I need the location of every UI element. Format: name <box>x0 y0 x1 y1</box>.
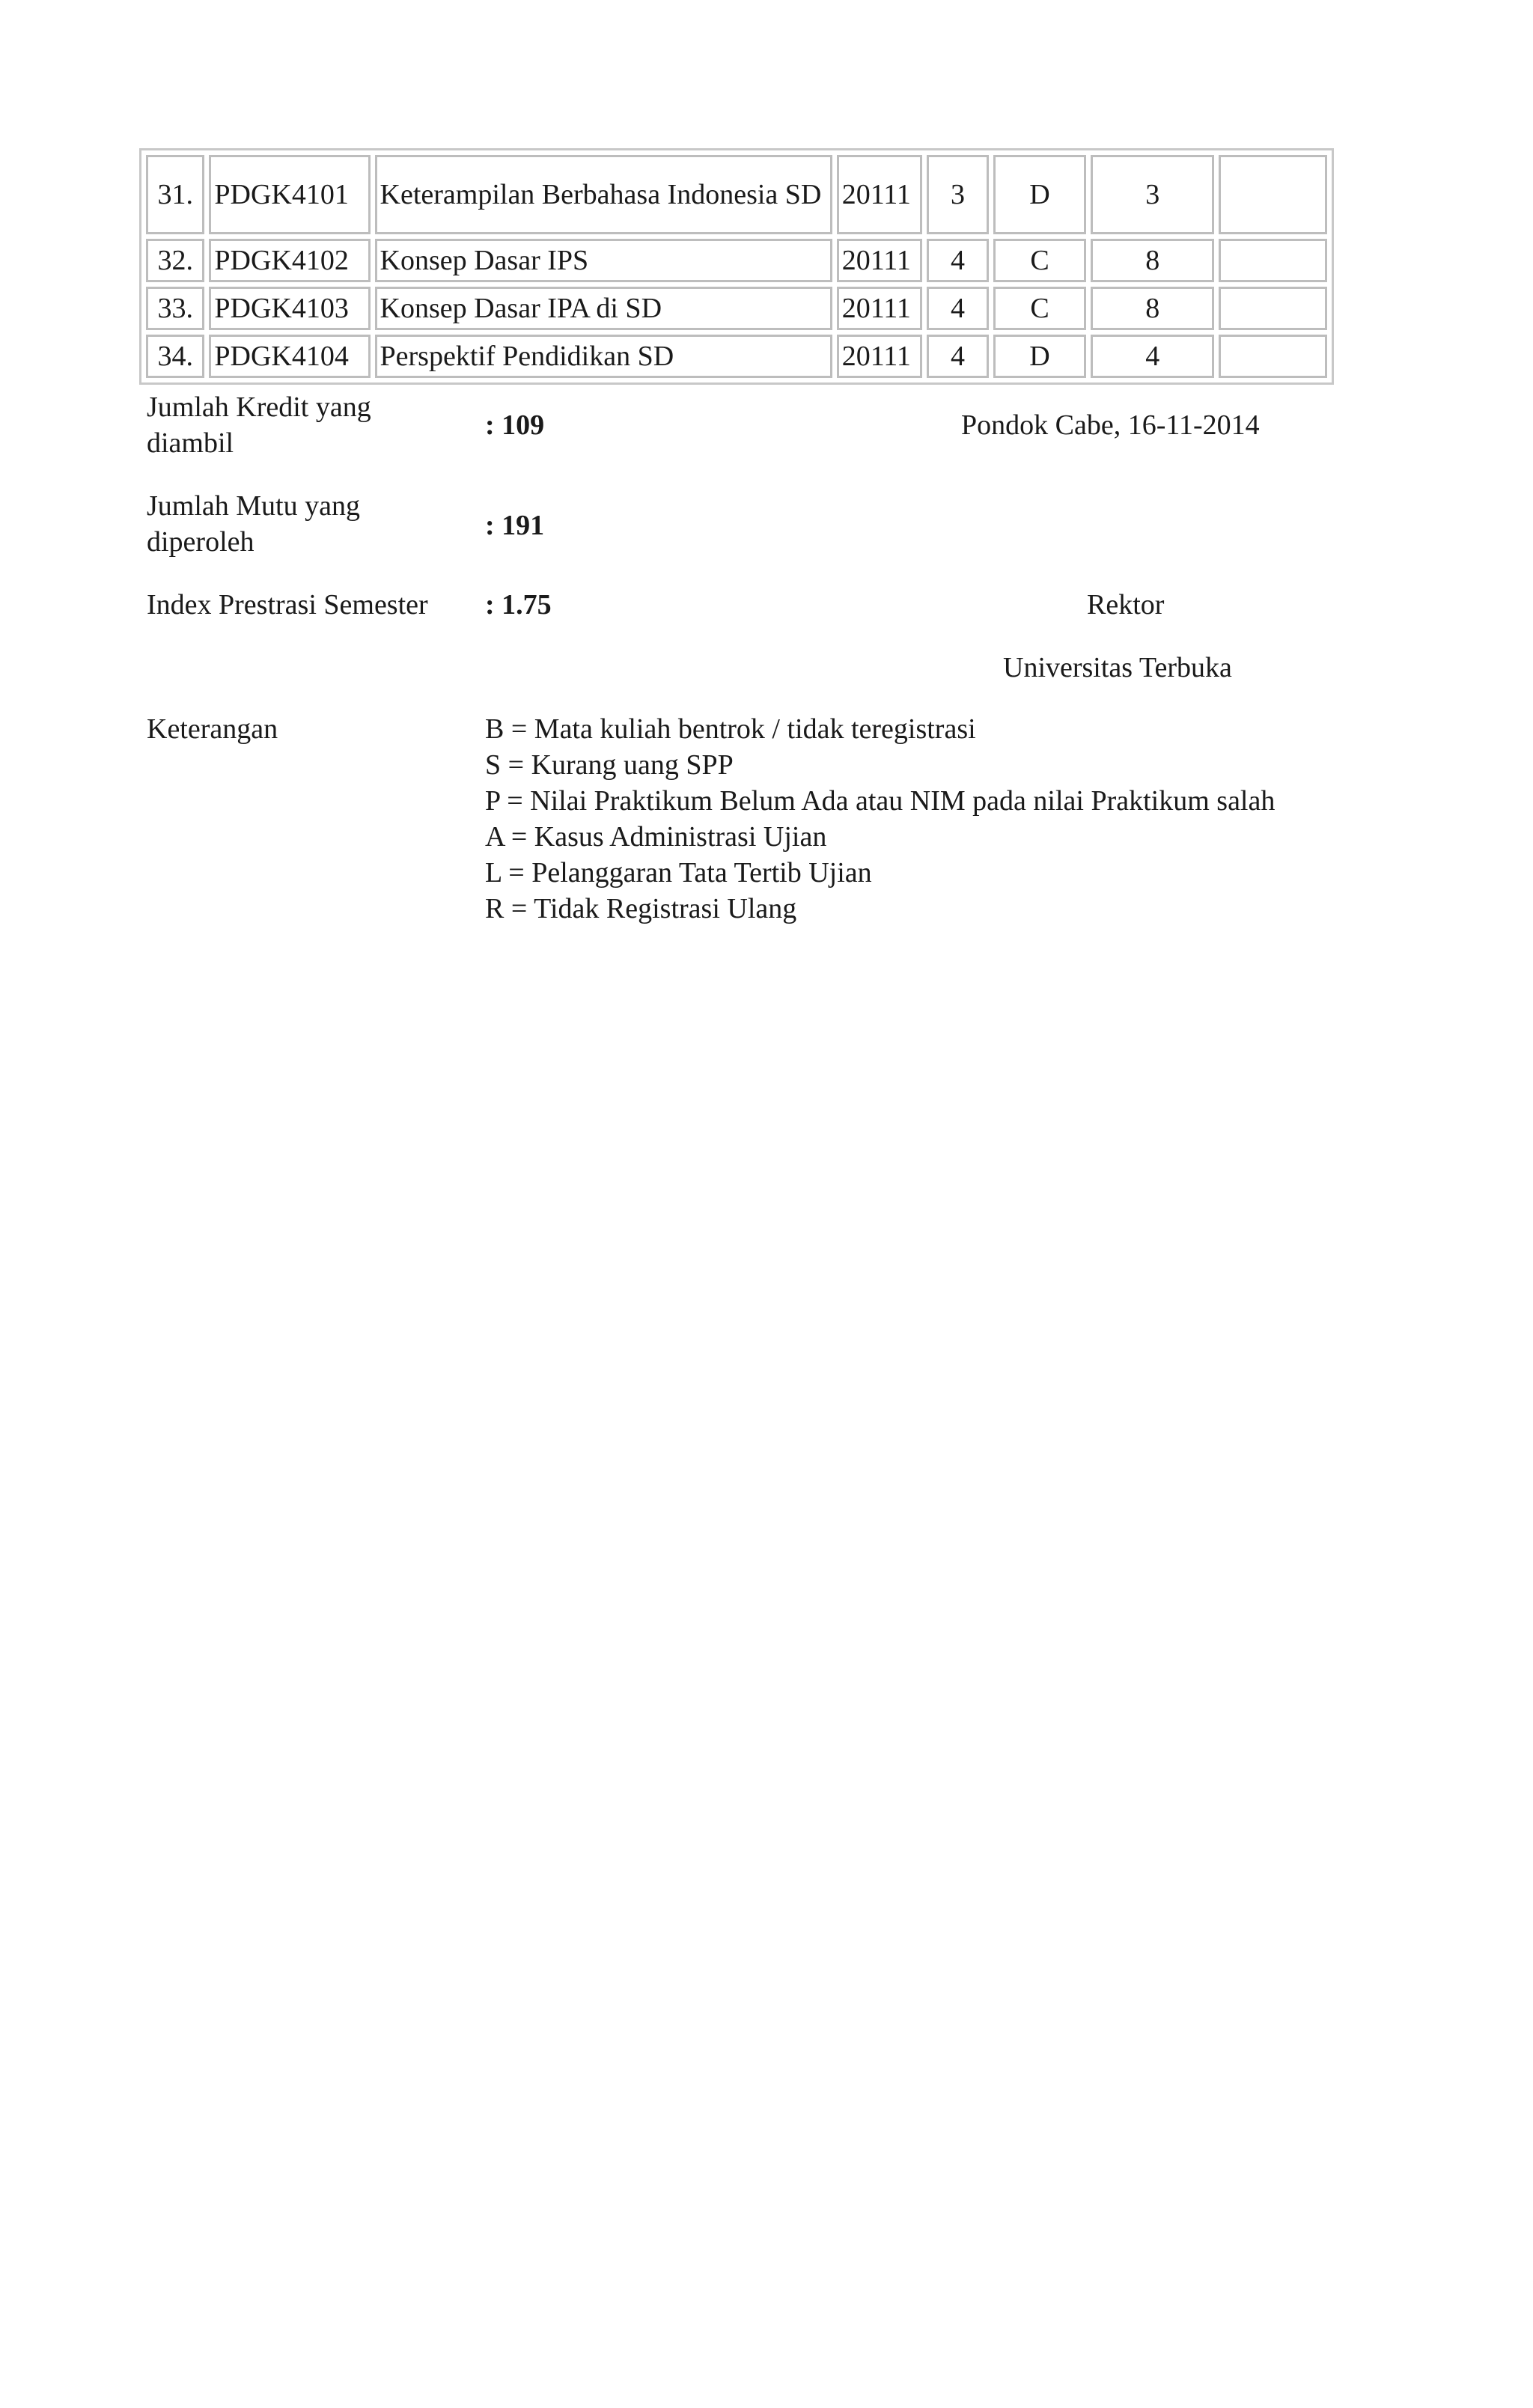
grade-letter: C <box>993 239 1087 282</box>
credit-count: 4 <box>927 335 988 378</box>
grade-letter: D <box>993 335 1087 378</box>
grades-table <box>139 148 1334 385</box>
credit-count: 3 <box>927 155 988 234</box>
course-name: Perspektif Pendidikan SD <box>380 341 674 372</box>
semester-code: 20111 <box>837 155 923 234</box>
legend-item: R = Tidak Registrasi Ulang <box>485 893 797 924</box>
quality-points: 8 <box>1091 287 1214 330</box>
note-cell <box>1219 155 1327 234</box>
course-name: Konsep Dasar IPA di SD <box>380 293 662 324</box>
total-quality-value: : 191 <box>485 510 545 541</box>
legend-item: B = Mata kuliah bentrok / tidak teregistrasi <box>485 713 976 745</box>
semester-code: 20111 <box>837 287 923 330</box>
signatory-title: Rektor <box>1087 589 1165 621</box>
legend-item: A = Kasus Administrasi Ujian <box>485 821 827 853</box>
course-code: PDGK4101 <box>209 155 370 234</box>
course-name: Konsep Dasar IPS <box>380 245 589 276</box>
row-number: 33. <box>146 287 204 330</box>
table-row <box>146 287 1327 330</box>
legend-item: P = Nilai Praktikum Belum Ada atau NIM pada nilai Praktikum salah <box>485 785 1276 817</box>
legend-label: Keterangan <box>147 713 278 745</box>
table-row <box>146 335 1327 378</box>
note-cell <box>1219 287 1327 330</box>
institution-name: Universitas Terbuka <box>1003 652 1232 683</box>
row-number: 34. <box>146 335 204 378</box>
legend-item: S = Kurang uang SPP <box>485 749 734 781</box>
course-code: PDGK4104 <box>209 335 370 378</box>
course-code: PDGK4103 <box>209 287 370 330</box>
total-credits-value: : 109 <box>485 409 545 441</box>
row-number: 31. <box>146 155 204 234</box>
course-name-cell <box>375 239 832 282</box>
note-cell <box>1219 335 1327 378</box>
grade-letter: C <box>993 287 1087 330</box>
row-number: 32. <box>146 239 204 282</box>
table-row <box>146 239 1327 282</box>
grade-letter: D <box>993 155 1087 234</box>
place-date: Pondok Cabe, 16-11-2014 <box>961 409 1260 441</box>
credit-count: 4 <box>927 239 988 282</box>
gpa-value: : 1.75 <box>485 589 552 621</box>
course-name-cell <box>375 155 832 234</box>
total-credits-label: Jumlah Kredit yang diambil <box>147 391 371 459</box>
quality-points: 4 <box>1091 335 1214 378</box>
quality-points: 3 <box>1091 155 1214 234</box>
credit-count: 4 <box>927 287 988 330</box>
note-cell <box>1219 239 1327 282</box>
total-quality-label: Jumlah Mutu yang diperoleh <box>147 490 360 558</box>
course-name-cell <box>375 335 832 378</box>
table-row <box>146 155 1327 234</box>
semester-code: 20111 <box>837 239 923 282</box>
course-code: PDGK4102 <box>209 239 370 282</box>
legend-item: L = Pelanggaran Tata Tertib Ujian <box>485 857 872 888</box>
gpa-label: Index Prestrasi Semester <box>147 589 428 621</box>
course-name-cell <box>375 287 832 330</box>
course-name: Keterampilan Berbahasa Indonesia SD <box>380 179 822 210</box>
quality-points: 8 <box>1091 239 1214 282</box>
semester-code: 20111 <box>837 335 923 378</box>
legend-list <box>485 711 1293 927</box>
